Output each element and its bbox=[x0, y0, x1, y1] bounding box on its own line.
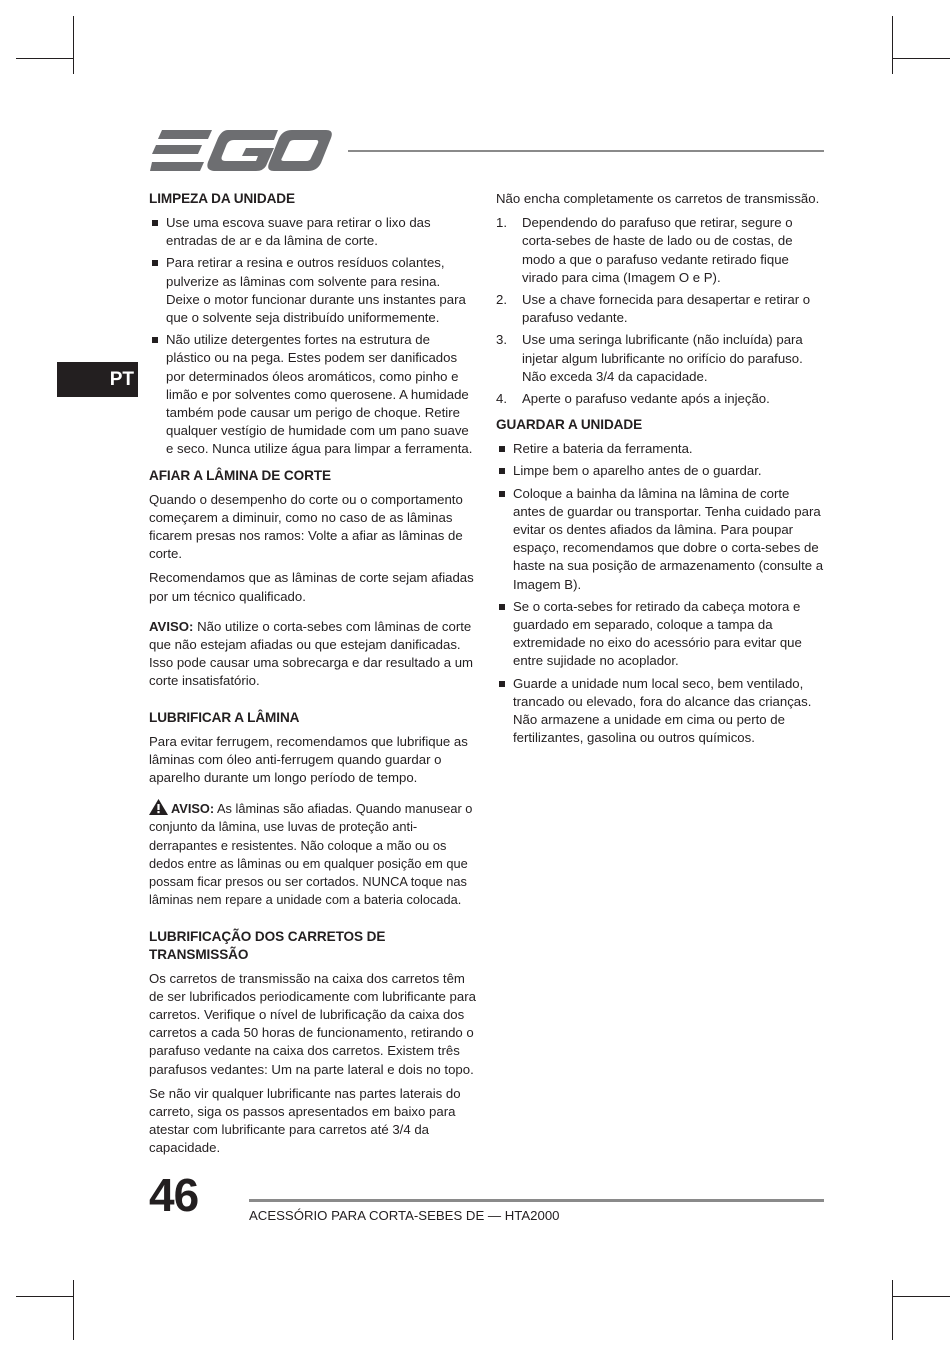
paragraph: Quando o desempenho do corte ou o comportamento começarem a diminuir, como no caso de as lâminas ficarem presas nos ramos: Volte a afiar as lâminas de corte. bbox=[149, 491, 463, 562]
step-text: Use uma seringa lubrificante (não incluída) para injetar algum lubrificante no orifício do parafuso. Não exceda 3/4 da capacidade. bbox=[522, 332, 803, 384]
crop-mark bbox=[892, 1280, 893, 1340]
crop-mark bbox=[16, 58, 74, 59]
numbered-list bbox=[496, 214, 824, 408]
list-item: Guarde a unidade num local seco, bem ventilado, trancado ou elevado, fora do alcance das crianças. Não armazene a unidade em cima ou perto de fertilizantes, gasolina ou outros químicos. bbox=[496, 675, 824, 748]
list-item: Não utilize detergentes fortes na estrutura de plástico ou na pega. Estes podem ser danificados por determinados óleos aromáticos, como pinho e limão e por solventes como querosene. A humidade também pode causar um perigo de choque. Retire qualquer vestígio de humidade com um pano suave e seco. Nunca utilize água para limpar a ferramenta. bbox=[149, 331, 477, 458]
paragraph: Recomendamos que as lâminas de corte sejam afiadas por um técnico qualificado. bbox=[149, 570, 474, 604]
crop-mark bbox=[892, 16, 893, 74]
warning-label: AVISO: bbox=[171, 801, 215, 817]
warning-text: Não utilize o corta-sebes com lâminas de corte que não estejam afiadas ou que estejam danificadas. Isso pode causar uma sobrecarga e dar resultado a um corte insatisfatório. bbox=[149, 618, 474, 689]
list-item: Use uma escova suave para retirar o lixo das entradas de ar e da lâmina de corte. bbox=[149, 214, 477, 250]
list-item bbox=[496, 331, 824, 386]
paragraph: Não encha completamente os carretos de transmissão. bbox=[496, 191, 820, 206]
section-title: GUARDAR A UNIDADE bbox=[496, 417, 643, 433]
crop-mark bbox=[892, 58, 950, 59]
list-item: Coloque a bainha da lâmina na lâmina de corte antes de guardar ou transportar. Tenha cuidado para evitar os dentes afiados da lâmina. Para poupar espaço, recomendamos que dobre o corta-sebes de haste na sua posição de armazenamento (consulte a Imagem B). bbox=[496, 485, 824, 594]
warning-triangle-icon bbox=[149, 799, 168, 815]
step-number: 1. bbox=[496, 215, 507, 231]
header-rule bbox=[348, 150, 824, 152]
step-text: Aperte o parafuso vedante após a injeção. bbox=[522, 391, 770, 407]
language-tab bbox=[57, 362, 138, 397]
right-column bbox=[496, 190, 824, 755]
warning-paragraph bbox=[149, 799, 477, 909]
bullet-list bbox=[149, 214, 477, 459]
step-number: 3. bbox=[496, 332, 507, 348]
list-item: Retire a bateria da ferramenta. bbox=[496, 440, 824, 458]
list-item: Para retirar a resina e outros resíduos colantes, pulverize as lâminas com solvente para resina. Deixe o motor funcionar durante uns instantes para que o solvente seja distribuído uniformemente. bbox=[149, 254, 477, 327]
warning-paragraph bbox=[149, 618, 477, 691]
step-number: 4. bbox=[496, 391, 507, 407]
ego-logo bbox=[150, 130, 332, 172]
step-number: 2. bbox=[496, 292, 507, 308]
crop-mark bbox=[16, 1296, 74, 1297]
list-item bbox=[496, 291, 824, 327]
footer-rule bbox=[249, 1199, 824, 1202]
footer-title: ACESSÓRIO PARA CORTA-SEBES DE — HTA2000 bbox=[249, 1208, 560, 1223]
warning-label: AVISO: bbox=[149, 618, 194, 634]
list-item bbox=[496, 214, 824, 287]
step-text: Use a chave fornecida para desapertar e retirar o parafuso vedante. bbox=[522, 292, 811, 326]
section-title: AFIAR A LÂMINA DE CORTE bbox=[149, 467, 331, 483]
section-title: LIMPEZA DA UNIDADE bbox=[149, 191, 295, 206]
paragraph: Se não vir qualquer lubrificante nas partes laterais do carreto, siga os passos apresentados em baixo para atestar com lubrificante para carretos até 3/4 da capacidade. bbox=[149, 1085, 461, 1156]
warning-text: As lâminas são afiadas. Quando manusear o conjunto da lâmina, use luvas de proteção anti-derrapantes e resistentes. Não coloque a mão ou os dedos entre as lâminas ou em qualquer posição em que possam ficar presos ou ser cortados. NUNCA toque nas lâminas nem repare a unidade com a bateria colocada. bbox=[149, 801, 473, 908]
left-column bbox=[149, 190, 477, 1164]
crop-mark bbox=[73, 16, 74, 74]
language-tab-label: PT bbox=[109, 368, 134, 390]
page-number: 46 bbox=[149, 1169, 199, 1221]
list-item: Limpe bem o aparelho antes de o guardar. bbox=[496, 462, 824, 480]
paragraph: Os carretos de transmissão na caixa dos carretos têm de ser lubrificados periodicamente com lubrificante para carretos. Verifique o nível de lubrificação da caixa dos carretos a cada 50 horas de funcionamento, retirando o parafuso vedante na caixa dos carretos. Existem três parafusos vedantes: Um na parte lateral e dois no topo. bbox=[149, 970, 476, 1077]
step-text: Dependendo do parafuso que retirar, segure o corta-sebes de haste de lado ou de costas, de modo a que o parafuso vedante retirado fique virado para cima (Imagem O e P). bbox=[522, 215, 793, 285]
section-title: LUBRIFICAÇÃO DOS CARRETOS DE TRANSMISSÃO bbox=[149, 928, 386, 962]
list-item: Se o corta-sebes for retirado da cabeça motora e guardado em separado, coloque a tampa da extremidade no eixo do acessório para evitar que entre sujidade no acoplador. bbox=[496, 598, 824, 671]
crop-mark bbox=[73, 1280, 74, 1340]
paragraph: Para evitar ferrugem, recomendamos que lubrifique as lâminas com óleo anti-ferrugem quando guardar o aparelho durante um longo período de tempo. bbox=[149, 733, 468, 786]
section-title: LUBRIFICAR A LÂMINA bbox=[149, 709, 300, 725]
bullet-list bbox=[496, 440, 824, 747]
crop-mark bbox=[892, 1296, 950, 1297]
list-item bbox=[496, 390, 824, 408]
